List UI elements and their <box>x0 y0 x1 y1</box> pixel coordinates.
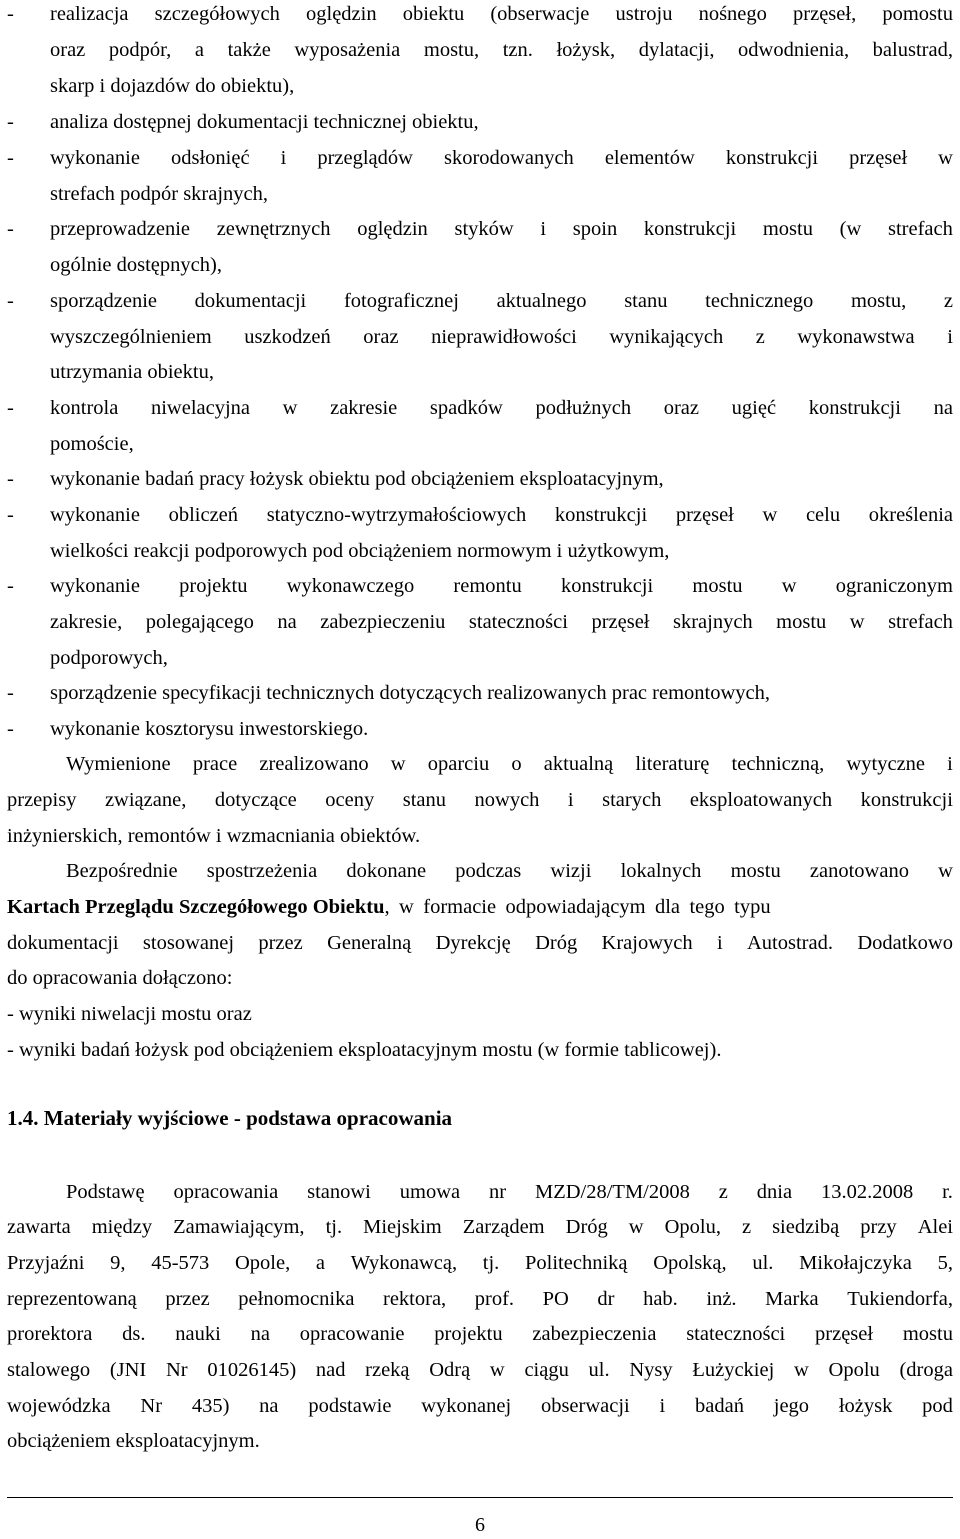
word: stanu <box>624 290 668 312</box>
word: dokonane <box>346 860 427 882</box>
word: uszkodzeń <box>244 326 331 348</box>
word: zanotowano <box>809 860 909 882</box>
word: dylatacji, <box>638 39 715 61</box>
word: Zarządem <box>462 1216 545 1238</box>
word: dokumentacji <box>7 932 119 954</box>
word: Dodatkowo <box>857 932 953 954</box>
word: oględzin <box>357 218 428 240</box>
word: stalowego <box>7 1359 91 1381</box>
word: strefach <box>888 218 953 240</box>
bullet-line: strefach podpór skrajnych, <box>50 183 269 205</box>
paragraph-line: do opracowania dołączono: <box>7 967 233 989</box>
paragraph-line <box>7 1213 953 1241</box>
word: zakresie, <box>50 611 123 633</box>
word: niwelacyjna <box>150 397 251 419</box>
word: Nysy <box>629 1359 673 1381</box>
bullet-line: ogólnie dostępnych), <box>50 254 222 276</box>
word: obiektu <box>402 3 465 25</box>
word: techniczną, <box>731 753 825 775</box>
word: w <box>938 147 953 169</box>
word: hab. <box>643 1288 678 1310</box>
word: dr <box>597 1288 615 1310</box>
word: projektu <box>434 1323 503 1345</box>
word: przęseł <box>815 1323 874 1345</box>
word: tj. <box>482 1252 500 1274</box>
word: statyczno-wytrzymałościowych <box>266 504 527 526</box>
word: i <box>280 147 287 169</box>
word: Dróg <box>535 932 578 954</box>
bullet-dash: - <box>7 397 14 419</box>
word: określenia <box>868 504 953 526</box>
paragraph-line <box>7 1249 953 1277</box>
word: zabezpieczeniu <box>320 611 446 633</box>
word: prof. <box>474 1288 515 1310</box>
bullet-line <box>50 287 953 315</box>
word: obliczeń <box>168 504 239 526</box>
paragraph-line <box>7 893 953 921</box>
paragraph-line <box>66 750 953 778</box>
word: mostu <box>902 1323 953 1345</box>
word: badań <box>695 1395 744 1417</box>
word: Opolu, <box>664 1216 721 1238</box>
word: zabezpieczenia <box>532 1323 657 1345</box>
paragraph-line <box>7 1356 953 1384</box>
bullet-dash: - <box>7 718 14 740</box>
word: stanowi <box>307 1181 371 1203</box>
word: przy <box>860 1216 897 1238</box>
word: MZD/28/TM/2008 <box>534 1181 690 1203</box>
word: i <box>540 218 547 240</box>
word: w <box>628 1216 644 1238</box>
word: między <box>91 1216 153 1238</box>
word: wykonawstwa <box>797 326 915 348</box>
word: mostu, <box>850 290 907 312</box>
bullet-line: podporowych, <box>50 647 168 669</box>
word: w <box>390 753 406 775</box>
word: 45-573 <box>151 1252 210 1274</box>
word: podłużnych <box>535 397 632 419</box>
word: nowych <box>474 789 540 811</box>
word: (w <box>839 218 862 240</box>
word: konstrukcji <box>643 218 737 240</box>
word: i <box>947 326 953 348</box>
word: Wykonawcą, <box>350 1252 458 1274</box>
word: Opole, <box>234 1252 291 1274</box>
word: mostu, <box>423 39 480 61</box>
paragraph-line: inżynierskich, remontów i wzmacniania obiektów. <box>7 825 421 847</box>
bullet-line <box>50 394 953 422</box>
word: zakresie <box>330 397 398 419</box>
word: Dyrekcję <box>435 932 511 954</box>
word: podczas <box>455 860 522 882</box>
word: oraz <box>663 397 700 419</box>
word: Przyjaźni <box>7 1252 85 1274</box>
word: ograniczonym <box>835 575 953 597</box>
word: wynikających <box>609 326 724 348</box>
bullet-line <box>50 215 953 243</box>
attachment-item: - wyniki badań łożysk pod obciążeniem eksploatacyjnym mostu (w formie tablicowej). <box>7 1039 722 1061</box>
word: wizji <box>550 860 592 882</box>
word: z <box>943 290 953 312</box>
word: nr <box>489 1181 507 1203</box>
word: prace <box>192 753 238 775</box>
word: na <box>259 1395 279 1417</box>
word: wykonanej <box>421 1395 512 1417</box>
word: odwodnienia, <box>738 39 850 61</box>
word: elementów <box>604 147 695 169</box>
bullet-dash: - <box>7 111 14 133</box>
word: Zamawiającym, <box>173 1216 305 1238</box>
word: związane, <box>104 789 187 811</box>
word: nauki <box>175 1323 221 1345</box>
word: szczegółowych <box>154 3 280 25</box>
word: nośnego <box>698 3 767 25</box>
word: oraz <box>50 39 86 61</box>
word: łożysk, <box>556 39 616 61</box>
word: Generalną <box>327 932 412 954</box>
word: wyposażenia <box>294 39 401 61</box>
word: odsłonięć <box>170 147 250 169</box>
word: rektora, <box>383 1288 447 1310</box>
word: skorodowanych <box>443 147 574 169</box>
word: Miejskim <box>363 1216 442 1238</box>
word: z <box>755 326 765 348</box>
word: w <box>794 1359 809 1381</box>
word: pełnomocnika <box>238 1288 355 1310</box>
word: przęseł <box>591 611 650 633</box>
word: starych <box>602 789 662 811</box>
paragraph-line <box>7 1285 953 1313</box>
word: tzn. <box>502 39 533 61</box>
word: 13.02.2008 <box>820 1181 914 1203</box>
word: 435) <box>191 1395 230 1417</box>
word: jego <box>773 1395 810 1417</box>
word: wykonawczego <box>286 575 415 597</box>
word: inż. <box>706 1288 737 1310</box>
word: przeprowadzenie <box>50 218 190 240</box>
word: nad <box>315 1359 346 1381</box>
word: skrajnych <box>672 611 753 633</box>
word: mostu <box>762 218 813 240</box>
word: balustrad, <box>872 39 953 61</box>
word: Politechniką <box>525 1252 628 1274</box>
paragraph-line <box>7 929 953 957</box>
word: aktualną <box>543 753 614 775</box>
word: stateczności <box>468 611 568 633</box>
word: i <box>567 789 574 811</box>
word: oceny <box>325 789 375 811</box>
word: wykonanie <box>50 504 140 526</box>
word: celu <box>805 504 841 526</box>
word: ul. <box>588 1359 610 1381</box>
word: konstrukcji <box>860 789 953 811</box>
word: w <box>762 504 778 526</box>
word: ciągu <box>524 1359 569 1381</box>
word: łożysk <box>838 1395 893 1417</box>
bullet-line <box>50 36 953 64</box>
word: 9, <box>110 1252 126 1274</box>
word: w <box>489 1359 505 1381</box>
word: dnia <box>756 1181 793 1203</box>
bullet-dash: - <box>7 218 14 240</box>
paragraph-line <box>7 1392 953 1420</box>
word: na <box>933 397 953 419</box>
word: styków <box>454 218 514 240</box>
word: polegającego <box>145 611 254 633</box>
word: mostu <box>776 611 827 633</box>
word: przęseł <box>675 504 734 526</box>
word: (JNI <box>109 1359 147 1381</box>
word: wytyczne <box>846 753 926 775</box>
word: i <box>947 753 953 775</box>
word: 5, <box>937 1252 953 1274</box>
word: stateczności <box>686 1323 786 1345</box>
bullet-line <box>50 0 953 28</box>
word: w <box>282 397 298 419</box>
word: w <box>781 575 797 597</box>
word: literaturę <box>635 753 710 775</box>
word: ustroju <box>615 3 673 25</box>
word: dotyczące <box>214 789 297 811</box>
paragraph-line <box>7 786 953 814</box>
word: wojewódzka <box>7 1395 111 1417</box>
page-number: 6 <box>475 1514 485 1536</box>
word: remontu <box>453 575 522 597</box>
word: mostu <box>692 575 743 597</box>
bullet-dash: - <box>7 147 14 169</box>
word: obserwacji <box>540 1395 630 1417</box>
paragraph-line <box>7 1320 953 1348</box>
word: stosowanej <box>142 932 235 954</box>
word: zewnętrznych <box>216 218 331 240</box>
bullet-line: wykonanie badań pracy łożysk obiektu pod obciążeniem eksploatacyjnym, <box>50 468 664 490</box>
word: konstrukcji <box>808 397 901 419</box>
word: zrealizowano <box>259 753 369 775</box>
word: z <box>741 1216 752 1238</box>
word: w <box>938 860 953 882</box>
word: 01026145) <box>207 1359 297 1381</box>
word: przeglądów <box>317 147 413 169</box>
word: konstrukcji <box>560 575 654 597</box>
word: Alei <box>917 1216 953 1238</box>
word: wykonanie <box>50 147 140 169</box>
word: o <box>511 753 522 775</box>
word: Łużyckiej <box>692 1359 775 1381</box>
word: realizacja <box>50 3 129 25</box>
bullet-dash: - <box>7 290 14 312</box>
word: PO <box>542 1288 569 1310</box>
card-title-bold: Kartach Przeglądu Szczegółowego Obiektu <box>7 896 385 918</box>
bullet-line <box>50 608 953 636</box>
word: z <box>718 1181 728 1203</box>
word: spadków <box>429 397 503 419</box>
word: r. <box>942 1181 953 1203</box>
word: podpór, <box>108 39 172 61</box>
word: podstawie <box>308 1395 392 1417</box>
bullet-line: pomoście, <box>50 433 134 455</box>
attachment-item: - wyniki niwelacji mostu oraz <box>7 1003 252 1025</box>
word: przęseł, <box>793 3 857 25</box>
bullet-dash: - <box>7 468 14 490</box>
word: a <box>315 1252 326 1274</box>
word: opracowanie <box>299 1323 405 1345</box>
word: fotograficznej <box>343 290 459 312</box>
word: na <box>250 1323 270 1345</box>
word: Krajowych <box>601 932 693 954</box>
word: Mikołajczyka <box>799 1252 912 1274</box>
word: przepisy <box>7 789 77 811</box>
paragraph-line <box>66 1178 953 1206</box>
bullet-line <box>50 144 953 172</box>
bullet-line: skarp i dojazdów do obiektu), <box>50 75 295 97</box>
word: sporządzenie <box>50 290 157 312</box>
bullet-line: analiza dostępnej dokumentacji technicznej obiektu, <box>50 111 479 133</box>
word: ds. <box>122 1323 146 1345</box>
word: aktualnego <box>496 290 587 312</box>
word: pomostu <box>882 3 953 25</box>
word: oparciu <box>427 753 490 775</box>
word: Wymienione <box>66 753 171 775</box>
word: w <box>849 611 865 633</box>
word: wykonanie <box>50 575 140 597</box>
word: i <box>659 1395 666 1417</box>
word: siedzibą <box>772 1216 840 1238</box>
word: Nr <box>140 1395 163 1417</box>
word: spoin <box>572 218 618 240</box>
word: rzeką <box>365 1359 410 1381</box>
bullet-dash: - <box>7 3 14 25</box>
word: stanu <box>402 789 447 811</box>
word: ugięć <box>731 397 777 419</box>
word: wyszczególnieniem <box>50 326 212 348</box>
word: Odrą <box>429 1359 471 1381</box>
bullet-dash: - <box>7 575 14 597</box>
word: nieprawidłowości <box>431 326 577 348</box>
word: a <box>194 39 204 61</box>
word: i <box>716 932 723 954</box>
word: kontrola <box>50 397 119 419</box>
word: ul. <box>752 1252 774 1274</box>
word: reprezentowaną <box>7 1288 137 1310</box>
bullet-line <box>50 501 953 529</box>
bullet-dash: - <box>7 504 14 526</box>
word: pod <box>922 1395 953 1417</box>
bullet-line: wykonanie kosztorysu inwestorskiego. <box>50 718 369 740</box>
section-heading: 1.4. Materiały wyjściowe - podstawa opracowania <box>7 1106 453 1130</box>
word: dokumentacji <box>194 290 307 312</box>
footer-rule <box>7 1497 953 1498</box>
word: także <box>227 39 271 61</box>
word: mostu <box>730 860 781 882</box>
word: konstrukcji <box>725 147 819 169</box>
word: oględzin <box>306 3 377 25</box>
word: technicznego <box>705 290 814 312</box>
word: spostrzeżenia <box>206 860 318 882</box>
bullet-line <box>50 323 953 351</box>
word: zawarta <box>7 1216 71 1238</box>
word: Marka <box>765 1288 819 1310</box>
bullet-line: utrzymania obiektu, <box>50 361 214 383</box>
word: Nr <box>165 1359 188 1381</box>
paragraph-line <box>66 857 953 885</box>
word: eksploatowanych <box>689 789 833 811</box>
word: przez <box>258 932 303 954</box>
word: Opolską, <box>653 1252 727 1274</box>
bullet-line: sporządzenie specyfikacji technicznych dotyczących realizowanych prac remontowych, <box>50 682 770 704</box>
word: tj. <box>325 1216 343 1238</box>
paragraph-line: obciążeniem eksploatacyjnym. <box>7 1430 260 1452</box>
word: na <box>277 611 297 633</box>
bullet-line <box>50 572 953 600</box>
word: Opolu <box>828 1359 880 1381</box>
paragraph-text: , w formacie odpowiadającym dla tego typu <box>384 896 771 918</box>
word: Podstawę <box>66 1181 145 1203</box>
word: Dróg <box>565 1216 608 1238</box>
word: projektu <box>179 575 248 597</box>
word: (droga <box>899 1359 953 1381</box>
word: lokalnych <box>620 860 702 882</box>
word: oraz <box>363 326 399 348</box>
word: Tukiendorfa, <box>847 1288 953 1310</box>
word: umowa <box>399 1181 461 1203</box>
bullet-line: wielkości reakcji podporowych pod obciążeniem normowym i użytkowym, <box>50 540 670 562</box>
word: przez <box>165 1288 210 1310</box>
word: konstrukcji <box>554 504 648 526</box>
bullet-dash: - <box>7 682 14 704</box>
word: (obserwacje <box>490 3 590 25</box>
word: strefach <box>888 611 953 633</box>
word: prorektora <box>7 1323 93 1345</box>
word: Autostrad. <box>747 932 833 954</box>
word: Bezpośrednie <box>66 860 178 882</box>
word: opracowania <box>173 1181 279 1203</box>
word: przęseł <box>849 147 908 169</box>
